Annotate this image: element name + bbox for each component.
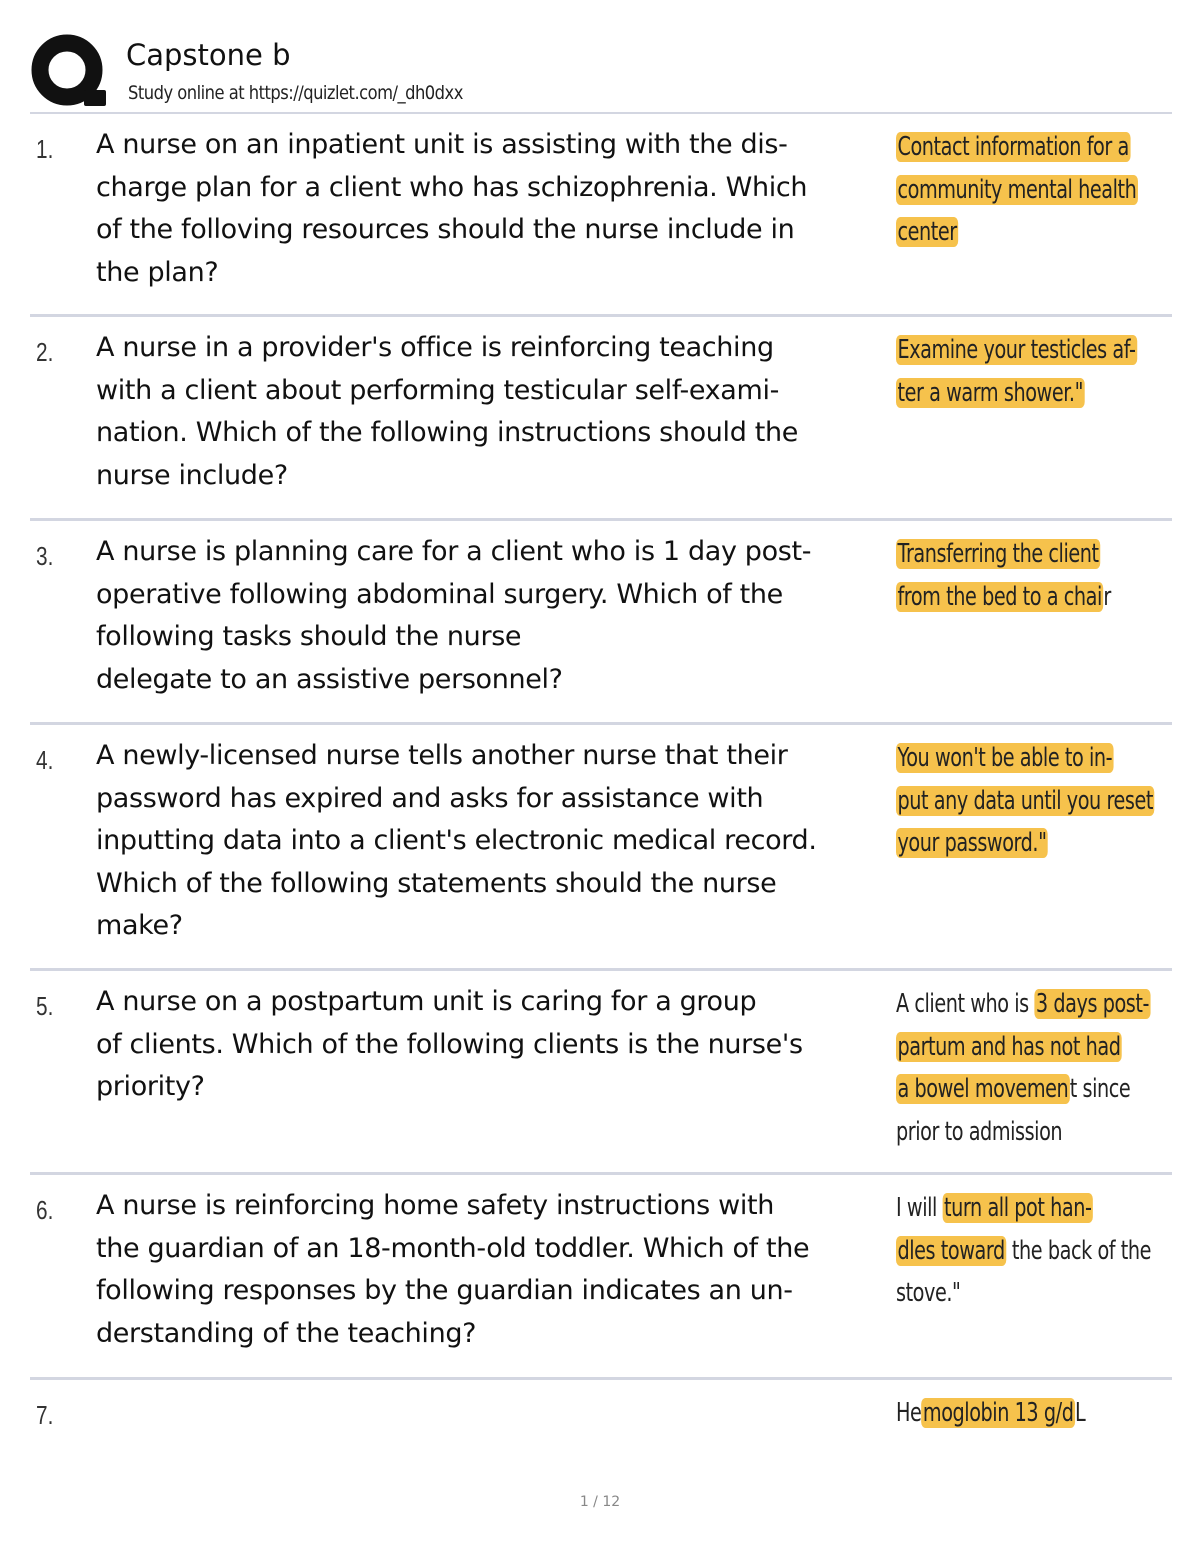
- answer-text-segment: t since: [1069, 1074, 1131, 1104]
- question-line: with a client about performing testicular self-exami-: [96, 374, 780, 406]
- question-line: charge plan for a client who has schizophrenia. Which: [96, 171, 808, 203]
- question-line: make?: [96, 910, 183, 941]
- answer-line: [896, 1187, 1118, 1230]
- item-number: 3.: [36, 541, 54, 571]
- answer-line: [896, 126, 1129, 169]
- question-text: [96, 124, 896, 294]
- answer-line: [896, 576, 1118, 619]
- question-line: following tasks should the nurse: [96, 621, 522, 652]
- highlighted-answer-text: your password.": [897, 828, 1047, 858]
- answer-line: [896, 737, 1118, 780]
- highlighted-answer-text: community mental health: [897, 174, 1137, 205]
- qa-item: [30, 971, 1172, 1175]
- qa-list: [30, 114, 1172, 1460]
- qa-item: [30, 1175, 1172, 1380]
- question-line: the guardian of an 18-month-old toddler. Which of the: [96, 1232, 810, 1264]
- highlighted-answer-text: You won't be able to in-: [897, 743, 1113, 773]
- highlighted-answer-text: dles toward: [897, 1235, 1005, 1266]
- highlighted-answer-text: 3 days post-: [1035, 989, 1149, 1019]
- qa-item: [30, 114, 1172, 317]
- quizlet-logo-icon: [30, 32, 110, 112]
- answer-line: [896, 211, 1118, 254]
- answer-text-segment: r: [1103, 581, 1111, 612]
- answer-line: [896, 780, 1153, 823]
- question-line: derstanding of the teaching?: [96, 1317, 477, 1349]
- question-line: following responses by the guardian indicates an un-: [96, 1275, 793, 1306]
- qa-item: [30, 317, 1172, 521]
- highlighted-answer-text: moglobin 13 g/d: [922, 1398, 1074, 1428]
- question-text: [96, 531, 896, 701]
- answer-text: [896, 126, 1196, 254]
- item-number: 6.: [36, 1195, 54, 1225]
- qa-item: [30, 521, 1172, 725]
- page-number: 1 / 12: [579, 1494, 621, 1510]
- answer-line: [896, 822, 1118, 865]
- highlighted-answer-text: center: [897, 217, 957, 247]
- answer-line: [896, 1068, 1131, 1111]
- item-number: 4.: [36, 745, 54, 775]
- question-line: delegate to an assistive personnel?: [96, 663, 563, 695]
- answer-line: [896, 1230, 1152, 1273]
- highlighted-answer-text: Contact information for a: [897, 132, 1129, 162]
- question-line: priority?: [96, 1071, 205, 1102]
- question-line: A nurse in a provider's office is reinforcing teaching: [96, 332, 774, 363]
- answer-line: [896, 1272, 1118, 1315]
- highlighted-answer-text: a bowel movemen: [897, 1074, 1069, 1104]
- question-line: nation. Which of the following instructions should the: [96, 417, 798, 448]
- answer-text-segment: A client who is: [896, 989, 1035, 1019]
- item-number: 2.: [36, 337, 54, 367]
- question-line: A newly-licensed nurse tells another nurse that their: [96, 740, 788, 771]
- answer-text: [896, 1392, 1196, 1435]
- question-line: A nurse is reinforcing home safety instructions with: [96, 1190, 775, 1221]
- answer-line: [896, 169, 1137, 212]
- answer-text-segment: He: [896, 1398, 922, 1428]
- question-line: nurse include?: [96, 459, 288, 491]
- highlighted-answer-text: from the bed to a chai: [897, 581, 1102, 612]
- question-text: [96, 327, 896, 497]
- answer-text-segment: stove.": [896, 1278, 961, 1308]
- answer-line: [896, 372, 1118, 415]
- qa-item: [30, 1380, 1172, 1460]
- question-line: of clients. Which of the following clients is the nurse's: [96, 1028, 803, 1060]
- item-number: 5.: [36, 991, 54, 1021]
- answer-text: [896, 329, 1196, 414]
- qa-item: [30, 725, 1172, 971]
- answer-text-segment: L: [1074, 1398, 1086, 1428]
- question-line: the plan?: [96, 256, 219, 288]
- question-line: A nurse on an inpatient unit is assisting with the dis-: [96, 129, 788, 160]
- answer-line: [896, 533, 1118, 576]
- answer-line: [896, 1392, 1118, 1435]
- question-text: [96, 1185, 896, 1355]
- page-title: Capstone b: [126, 38, 291, 72]
- answer-text-segment: the back of the: [1006, 1235, 1152, 1266]
- answer-text: [896, 737, 1196, 865]
- question-text: [96, 735, 896, 948]
- question-line: of the folloving resources should the nurse include in: [96, 214, 795, 245]
- question-line: A nurse is planning care for a client who is 1 day post-: [96, 536, 812, 567]
- answer-text-segment: prior to admission: [896, 1116, 1063, 1147]
- highlighted-answer-text: ter a warm shower.": [897, 377, 1083, 408]
- highlighted-answer-text: partum and has not had: [897, 1031, 1121, 1062]
- question-text: [96, 981, 896, 1109]
- highlighted-answer-text: put any data until you reset: [897, 785, 1153, 816]
- answer-text: [896, 1187, 1196, 1315]
- question-line: operative following abdominal surgery. Which of the: [96, 578, 783, 610]
- answer-line: [896, 1111, 1118, 1154]
- question-line: password has expired and asks for assistance with: [96, 782, 764, 814]
- page-header: [30, 30, 1172, 114]
- answer-line: [896, 329, 1136, 372]
- answer-text: [896, 983, 1196, 1153]
- answer-text: [896, 533, 1196, 618]
- highlighted-answer-text: Transferring the client: [897, 539, 1099, 569]
- study-link[interactable]: Study online at https://quizlet.com/_dh0dxx: [128, 82, 463, 104]
- item-number: 1.: [36, 134, 54, 164]
- answer-line: [896, 983, 1149, 1026]
- answer-line: [896, 1026, 1121, 1069]
- item-number: 7.: [36, 1400, 54, 1430]
- highlighted-answer-text: turn all pot han-: [944, 1193, 1092, 1223]
- question-line: inputting data into a client's electronic medical record.: [96, 825, 817, 856]
- question-line: Which of the following statements should the nurse: [96, 867, 777, 899]
- answer-text-segment: I will: [896, 1193, 943, 1223]
- question-line: A nurse on a postpartum unit is caring for a group: [96, 986, 757, 1017]
- highlighted-answer-text: Examine your testicles af-: [897, 335, 1136, 365]
